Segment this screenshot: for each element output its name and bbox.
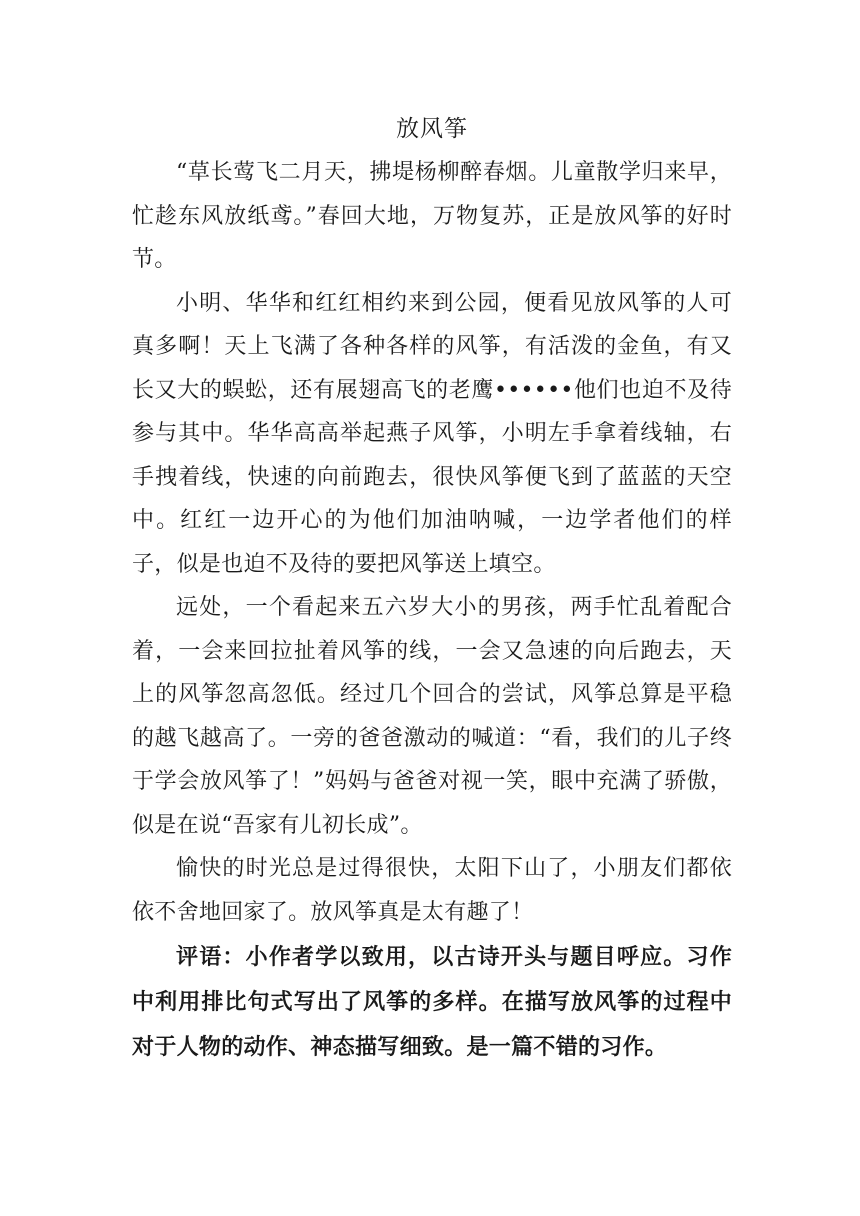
- teacher-comment: 评语：小作者学以致用，以古诗开头与题目呼应。习作中利用排比句式写出了风筝的多样。在描写放风筝的过程中对于人物的动作、神态描写细致。是一篇不错的习作。: [132, 945, 732, 1060]
- paragraph-park: 小明、华华和红红相约来到公园，便看见放风筝的人可真多啊！天上飞满了各种各样的风筝，有活泼的金鱼，有又长又大的蜈蚣，还有展翅高飞的老鹰••••••他们也迫不及待参与其中。华华高高举起燕子风筝，小明左手拿着线轴，右手拽着线，快速的向前跑去，很快风筝便飞到了蓝蓝的天空中。红红一边开心的为他们加油呐喊，一边学者他们的样子，似是也迫不及待的要把风筝送上填空。: [132, 290, 732, 577]
- paragraph-opening: “草长莺飞二月天，拂堤杨柳醉春烟。儿童散学归来早，忙趁东风放纸鸢。”春回大地，万物复苏，正是放风筝的好时节。: [132, 160, 732, 272]
- essay-title: 放风筝: [396, 116, 468, 142]
- document-page: [132, 108, 732, 1070]
- paragraph-boy: 远处，一个看起来五六岁大小的男孩，两手忙乱着配合着，一会来回拉扯着风筝的线，一会又急速的向后跑去，天上的风筝忽高忽低。经过几个回合的尝试，风筝总算是平稳的越飞越高了。一旁的爸爸激动的喊道：“看，我们的儿子终于学会放风筝了！”妈妈与爸爸对视一笑，眼中充满了骄傲，似是在说“吾家有儿初长成”。: [132, 595, 732, 838]
- paragraph-ending: 愉快的时光总是过得很快，太阳下山了，小朋友们都依依不舍地回家了。放风筝真是太有趣了！: [132, 856, 732, 925]
